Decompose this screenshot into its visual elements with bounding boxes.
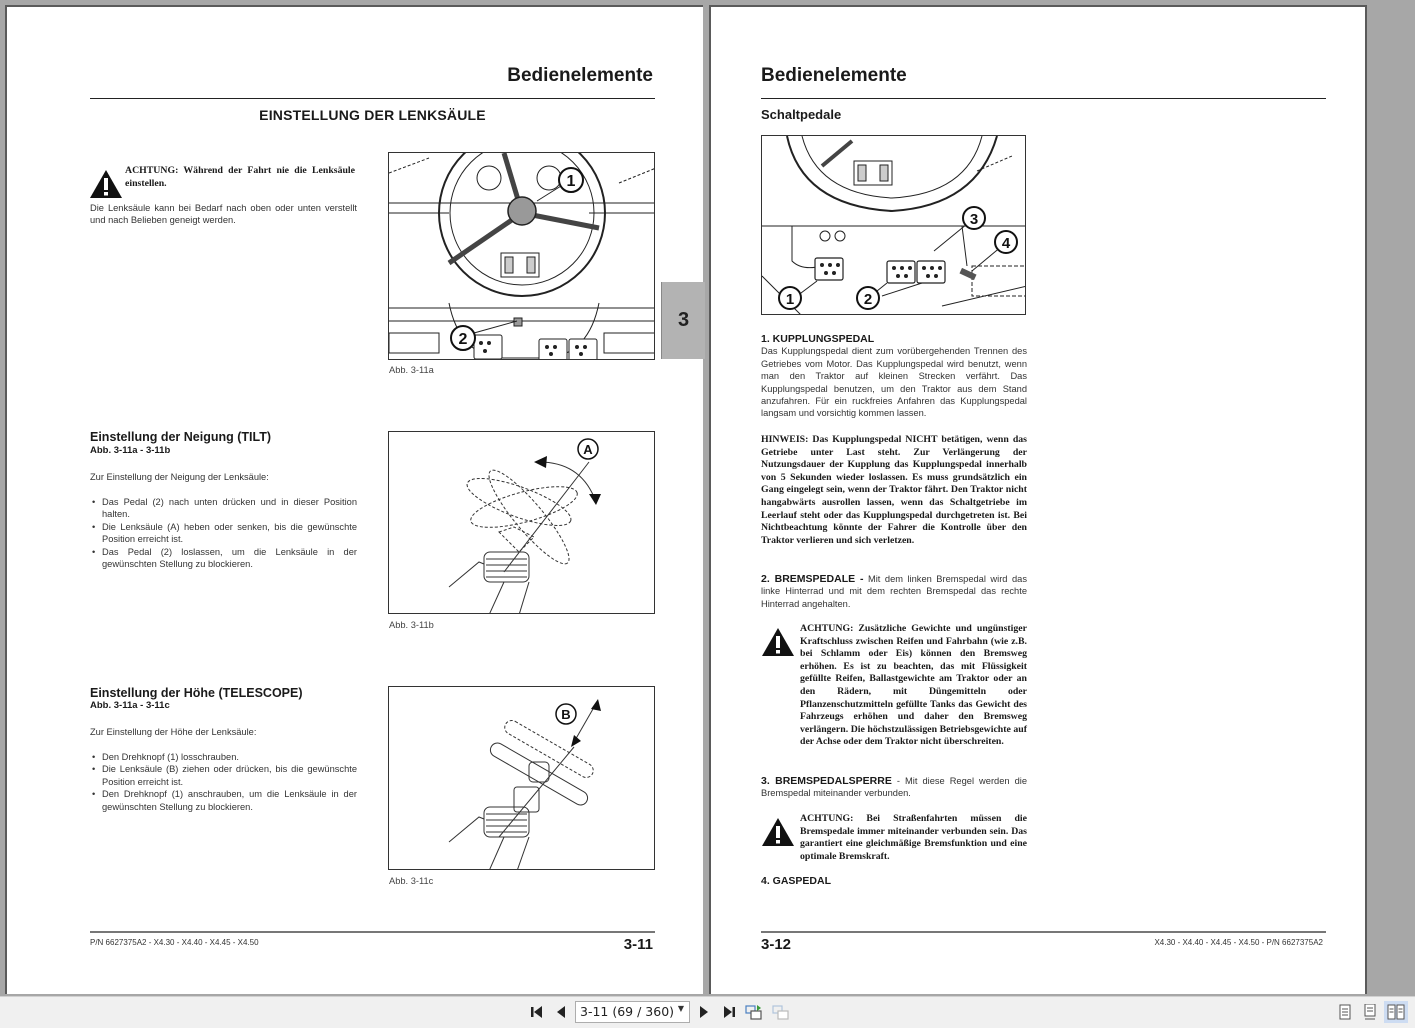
tilt-heading: Einstellung der Neigung (TILT) (90, 430, 272, 444)
next-view-button[interactable] (772, 1003, 790, 1021)
list-item: • Die Lenksäule (A) heben oder senken, bis die gewünschte Position erreicht ist. (92, 521, 357, 546)
list-item: • Die Lenksäule (B) ziehen oder drücken, bis die gewünschte Position erreicht ist. (92, 763, 357, 788)
svg-text:4: 4 (1001, 235, 1011, 252)
single-page-icon (1338, 1004, 1352, 1020)
bremse-text: Mit dem linken Bremspedal wird das linke Hinterrad und mit dem rechten Bremspedal das rechte Hinterrad angehalten. (761, 574, 1027, 609)
callout-2 (451, 326, 475, 350)
list-item: • Das Pedal (2) nach unten drücken und in dieser Position halten. (92, 496, 357, 521)
last-page-button[interactable] (720, 1003, 738, 1021)
telescope-intro: Zur Einstellung der Höhe der Lenksäule: (90, 727, 257, 737)
warning-text: ACHTUNG: Während der Fahrt nie die Lenksäule einstellen. (125, 165, 355, 189)
page-number-dropdown[interactable] (575, 1001, 690, 1023)
callout-4 (995, 231, 1017, 253)
two-page-icon (1387, 1004, 1405, 1020)
svg-text:2: 2 (863, 291, 873, 308)
page-indicator: 3-11 (69 / 360) (580, 1004, 675, 1019)
callout-3 (963, 207, 985, 229)
figure-caption: Abb. 3-11c (389, 876, 434, 886)
footer-part-number: P/N 6627375A2 - X4.30 - X4.40 - X4.45 - X4.50 (90, 938, 259, 947)
header-rule (761, 98, 1326, 99)
navigation-toolbar (0, 996, 1415, 1028)
warning-icon (761, 817, 795, 847)
gaspedal-heading: 4. GASPEDAL (761, 875, 832, 887)
intro-text: Die Lenksäule kann bei Bedarf nach oben oder unten verstellt und nach Belieben geneigt werden. (90, 203, 357, 226)
telescope-figure-ref: Abb. 3-11a - 3-11c (90, 700, 170, 711)
continuous-page-icon (1363, 1004, 1377, 1020)
callout-1 (779, 287, 801, 309)
page-header-title: Bedienelemente (507, 65, 653, 86)
kupplung-text: Das Kupplungspedal dient zum vorübergehenden Trennen des Getriebes vom Motor. Das Kupplungspedal wird benutzt, wenn man den Traktor auf kleinen Strecken verfährt. Das Kupplungspedal benutzen, um den Traktor aus dem Stand anzufahren. Für ein ruckfreies Anfahren das Kupplungspedal langsam und vorsichtig kommen lassen. (761, 346, 1027, 419)
callout-1 (559, 168, 583, 192)
chapter-tab: 3 (661, 282, 705, 359)
figure-pedals (761, 135, 1026, 315)
section-title: Schaltpedale (761, 107, 842, 122)
hinweis-note: HINWEIS: Das Kupplungspedal NICHT betätigen, wenn das Getriebe unter Last steht. Zur Verlängerung der Nutzungsdauer der Kupplung das Kupplungspedal innerhalb von 5 Sekunden wieder loslassen. Es muss grundsätzlich ein Gang eingelegt sein, wenn der Traktor fährt. Den Traktor nicht hangabwärts ausrollen lassen, wenn das Schaltgetriebe im Leerlauf steht oder das Kupplungspedal durchgetreten ist. Bei Nichtbeachtung könnte der Fahrer die Kontrolle über den Traktor verlieren und sich verletzen. (761, 434, 1027, 546)
svg-text:1: 1 (785, 291, 795, 308)
page-3-12 (709, 5, 1367, 994)
footer-rule (90, 931, 655, 933)
figure-3-11b-tilt (388, 431, 655, 614)
tilt-figure-ref: Abb. 3-11a - 3-11b (90, 445, 171, 456)
warning-text: ACHTUNG: Bei Straßenfahrten müssen die Bremspedale immer miteinander verbunden sein. Das garantiert eine gleichmäßige Bremsfunktion und eine optimale Bremskraft. (800, 813, 1027, 862)
list-item: • Das Pedal (2) loslassen, um die Lenksäule in der gewünschten Stellung zu blockieren. (92, 546, 357, 571)
continuous-view-button[interactable] (1358, 1001, 1382, 1023)
page-3-11 (5, 5, 703, 994)
steering-dashboard-illustration (389, 153, 655, 360)
section-title: EINSTELLUNG DER LENKSÄULE (259, 107, 486, 123)
page-header-title: Bedienelemente (761, 65, 907, 86)
tilt-diagram (389, 432, 655, 614)
svg-text:B: B (561, 707, 571, 722)
next-page-icon (699, 1006, 709, 1018)
kupplung-section (761, 333, 1027, 420)
last-page-icon (722, 1006, 736, 1018)
telescope-diagram (389, 687, 655, 870)
callout-2 (857, 287, 879, 309)
callout-B (556, 704, 576, 724)
next-page-button[interactable] (695, 1003, 713, 1021)
warning-text: ACHTUNG: Zusätzliche Gewichte und ungünstiger Kraftschluss zwischen Reifen und Fahrbahn (wie z.B. bei Schlamm oder Eis) können den Bremsweg erhöhen. Es ist zu beachten, das mit Flüssigkeit gefüllte Reifen, Ballastgewichte am Traktor oder an den Rädern, mit Düngemitteln oder Pflanzenschutzmitteln gefüllte Tanks das Gewicht des Fahrzeugs erhöhen und daher den Bremsweg verlängern. Die höchstzulässigen Betriebsgewichte auf der Achse oder dem Traktor nicht überschreiten. (800, 623, 1027, 748)
bremse-section (761, 573, 1027, 610)
warning-icon (89, 169, 123, 199)
svg-text:A: A (583, 442, 593, 457)
chevron-down-icon: ▼ (677, 1004, 684, 1013)
warning-icon (761, 627, 795, 657)
footer-rule (761, 931, 1326, 933)
svg-text:2: 2 (458, 331, 468, 348)
previous-view-button[interactable] (745, 1003, 763, 1021)
tilt-steps-list (92, 496, 357, 570)
pedals-illustration (762, 136, 1026, 315)
first-page-icon (530, 1006, 544, 1018)
next-view-icon (772, 1003, 790, 1021)
list-item: • Den Drehknopf (1) losschrauben. (92, 751, 357, 763)
header-rule (90, 98, 655, 99)
two-page-view-button[interactable] (1384, 1001, 1408, 1023)
page-number: 3-12 (761, 936, 792, 953)
svg-text:3: 3 (969, 211, 979, 228)
sperre-section (761, 775, 1027, 800)
page-number: 3-11 (623, 936, 653, 953)
figure-3-11a-dashboard (388, 152, 655, 360)
single-page-view-button[interactable] (1333, 1001, 1357, 1023)
first-page-button[interactable] (528, 1003, 546, 1021)
list-item: • Den Drehknopf (1) anschrauben, um die Lenksäule in der gewünschten Stellung zu blockieren. (92, 788, 357, 813)
footer-part-number: X4.30 - X4.40 - X4.45 - X4.50 - P/N 6627375A2 (1154, 938, 1323, 947)
bremse-heading: 2. BREMSPEDALE - (761, 573, 864, 585)
figure-3-11c-telescope (388, 686, 655, 870)
tilt-intro: Zur Einstellung der Neigung der Lenksäule: (90, 472, 269, 482)
telescope-heading: Einstellung der Höhe (TELESCOPE) (90, 686, 303, 700)
previous-view-icon (745, 1003, 763, 1021)
telescope-steps-list (92, 751, 357, 813)
previous-page-button[interactable] (552, 1003, 570, 1021)
previous-page-icon (556, 1006, 566, 1018)
svg-text:1: 1 (566, 173, 576, 190)
callout-A (578, 439, 598, 459)
sperre-text: - Mit diese Regel werden die Bremspedal miteinander verbunden. (761, 776, 1028, 799)
kupplung-heading: 1. KUPPLUNGSPEDAL (761, 333, 875, 345)
figure-caption: Abb. 3-11b (389, 620, 434, 630)
sperre-heading: 3. BREMSPEDALSPERRE (761, 775, 892, 787)
figure-caption: Abb. 3-11a (389, 365, 434, 375)
